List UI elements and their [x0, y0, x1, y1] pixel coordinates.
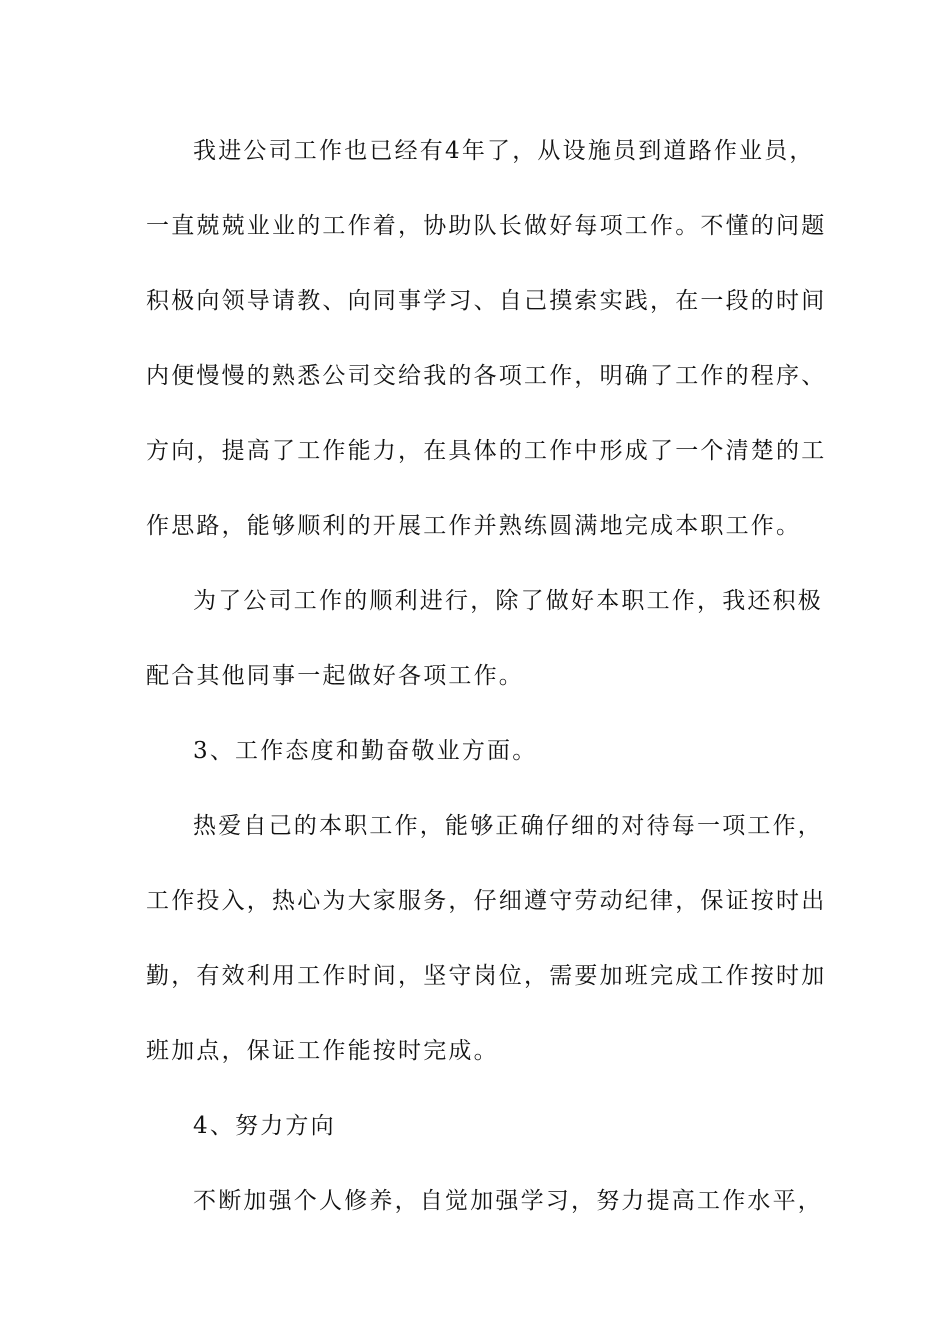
paragraph-line: 内便慢慢的熟悉公司交给我的各项工作，明确了工作的程序、 [146, 363, 827, 389]
paragraph-line: 热爱自己的本职工作，能够正确仔细的对待每一项工作， [193, 813, 823, 839]
paragraph-line: 不断加强个人修养，自觉加强学习，努力提高工作水平， [193, 1188, 823, 1214]
paragraph-line: 为了公司工作的顺利进行，除了做好本职工作，我还积极 [193, 588, 823, 614]
paragraph-line: 积极向领导请教、向同事学习、自己摸索实践，在一段的时间 [146, 288, 827, 314]
paragraph-line: 方向，提高了工作能力，在具体的工作中形成了一个清楚的工 [146, 438, 827, 464]
paragraph-line: 勤，有效利用工作时间，坚守岗位，需要加班完成工作按时加 [146, 963, 827, 989]
paragraph-line: 班加点，保证工作能按时完成。 [146, 1038, 499, 1064]
paragraph-line: 配合其他同事一起做好各项工作。 [146, 663, 524, 689]
section-heading: 3、工作态度和勤奋敬业方面。 [193, 738, 538, 764]
section-heading: 4、努力方向 [193, 1113, 336, 1139]
paragraph-line: 作思路，能够顺利的开展工作并熟练圆满地完成本职工作。 [146, 513, 802, 539]
paragraph-line: 一直兢兢业业的工作着，协助队长做好每项工作。不懂的问题 [146, 213, 827, 239]
paragraph-line: 工作投入，热心为大家服务，仔细遵守劳动纪律，保证按时出 [146, 888, 827, 914]
paragraph-line: 我进公司工作也已经有4年了，从设施员到道路作业员， [193, 138, 815, 164]
